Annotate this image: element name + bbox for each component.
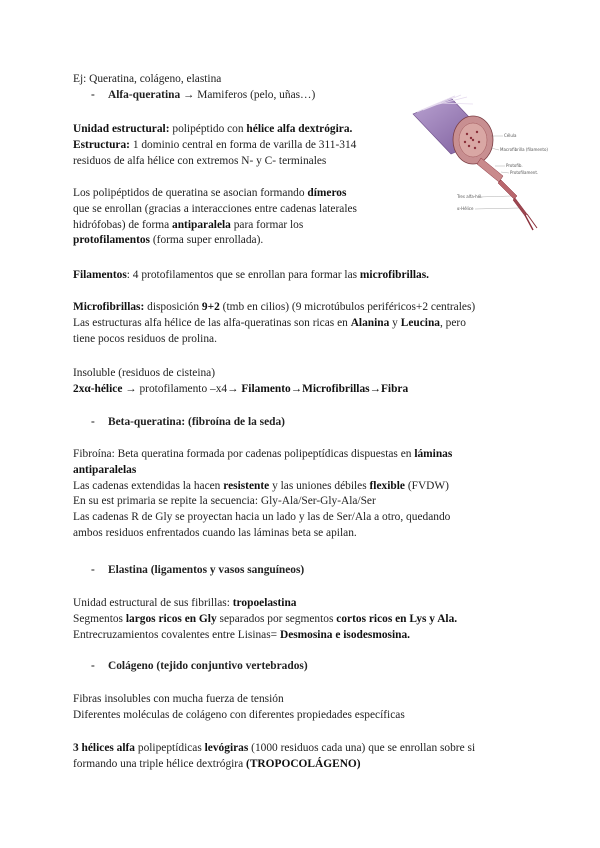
intro-line: Ej: Queratina, colágeno, elastina bbox=[73, 73, 222, 85]
label-three-helices: Tres alfa-hél. bbox=[457, 194, 483, 199]
collagen-paragraph-2: 3 hélices alfa polipeptídicas levógiras (1000 residuos cada una) que se enrollan sobre si formando una triple hélice dextrógira (TROPOCOLÁGENO) bbox=[73, 742, 476, 770]
label-alpha-helix: α-Hélice bbox=[457, 206, 474, 211]
collagen-heading: - Colágeno (tejido conjuntivo vertebrados) bbox=[91, 660, 308, 672]
alpha-microfibrils-paragraph: Microfibrillas: disposición 9+2 (tmb en cilios) (9 microtúbulos periféricos+2 centrales) Las estructuras alfa hélice de las alfa-queratinas son ricas en Alanina y Leucina, pero tiene pocos residuos de prolina. bbox=[73, 301, 476, 345]
alpha-insoluble-paragraph: Insoluble (residuos de cisteina) 2xα-hélice → protofilamento –x4→ Filamento→Microfibrillas→Fibra bbox=[73, 367, 409, 395]
elastin-heading: - Elastina (ligamentos y vasos sanguíneos) bbox=[91, 564, 305, 576]
collagen-paragraph-1: Fibras insolubles con mucha fuerza de tensión Diferentes moléculas de colágeno con diferentes propiedades específicas bbox=[73, 693, 405, 721]
label-macrofibril: Macrofibrilla (filamento) bbox=[500, 147, 548, 152]
cell-cross-section bbox=[453, 116, 493, 164]
alpha-unit-paragraph: Unidad estructural: polipéptido con hélice alfa dextrógira. Estructura: 1 dominio central en forma de varilla de 311-314 residuos de alfa hélice con extremos N- y C- terminales bbox=[73, 123, 357, 167]
keratin-structure-figure bbox=[411, 92, 548, 242]
label-cell: Célula bbox=[504, 133, 517, 138]
microfibril-strand bbox=[477, 158, 537, 230]
alpha-dimer-paragraph: Los polipéptidos de queratina se asocian formando dímeros que se enrollan (gracias a interacciones entre cadenas laterales hidrófobas) de forma antiparalela para formar los protofilamentos (forma super enrollada). bbox=[73, 187, 357, 247]
beta-paragraph: Fibroína: Beta queratina formada por cadenas polipeptídicas dispuestas en láminas antiparalelas Las cadenas extendidas la hacen resistente y las uniones débiles flexible (FVDW) En su est primaria se repite la secuencia: Gly-Ala/Ser-Gly-Ala/Ser Las cadenas R de Gly se proyectan hacia un lado y las de Ser/Ala a otro, quedando ambos residuos enfrentados cuando las láminas beta se apilan. bbox=[73, 448, 453, 539]
label-protofib: Protofib. bbox=[506, 163, 523, 168]
label-protofilament: Protofilament. bbox=[510, 170, 539, 175]
elastin-paragraph: Unidad estructural de sus fibrillas: tropoelastina Segmentos largos ricos en Gly separados por segmentos cortos ricos en Lys y Ala. Entrecruzamientos covalentes entre Lisinas= Desmosina e isodesmosina. bbox=[73, 597, 458, 641]
beta-heading: - Beta-queratina: (fibroína de la seda) bbox=[91, 416, 285, 428]
alpha-heading: - Alfa-queratina → Mamiferos (pelo, uñas…) bbox=[91, 89, 316, 101]
alpha-filaments-line: Filamentos: 4 protofilamentos que se enrollan para formar las microfibrillas. bbox=[73, 269, 429, 281]
